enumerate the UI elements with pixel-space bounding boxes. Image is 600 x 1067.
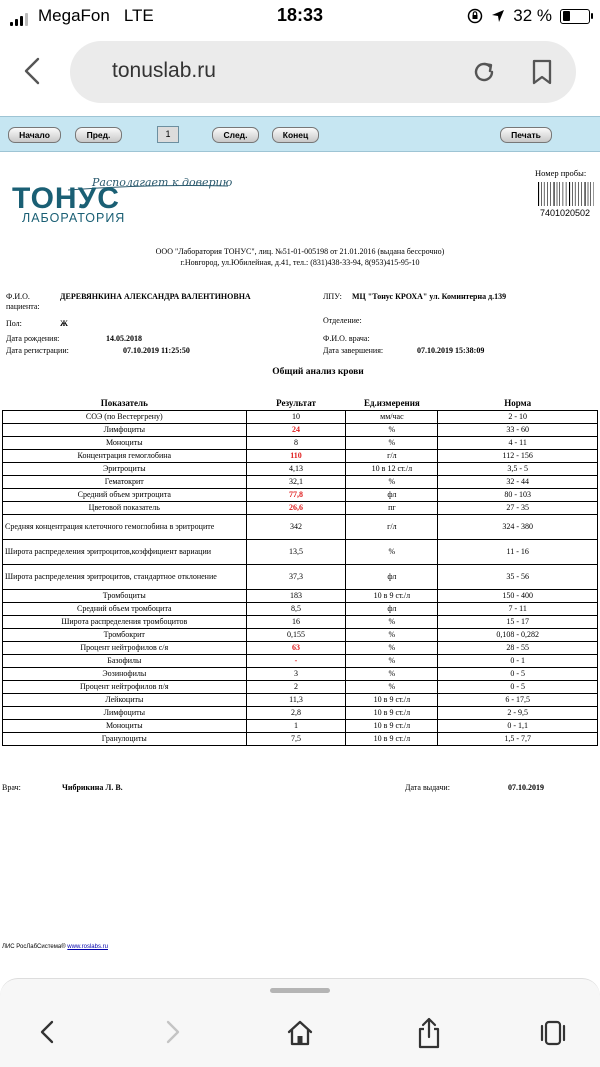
- table-row: [3, 515, 598, 540]
- indicator-cell: Концентрация гемоглобина: [3, 450, 247, 463]
- norm-cell: 4 - 11: [438, 437, 598, 450]
- indicator-cell: Лимфоциты: [3, 707, 247, 720]
- result-cell: 2,8: [246, 707, 346, 720]
- table-row: [3, 720, 598, 733]
- unit-cell: %: [346, 642, 438, 655]
- result-cell: 24: [246, 424, 346, 437]
- unit-cell: %: [346, 540, 438, 565]
- norm-cell: 32 - 44: [438, 476, 598, 489]
- indicator-cell: Широта распределения тромбоцитов: [3, 616, 247, 629]
- indicator-cell: Моноциты: [3, 437, 247, 450]
- table-row: [3, 565, 598, 590]
- lpu-value: МЦ "Тонус КРОХА" ул. Коминтерна д.139: [352, 292, 506, 301]
- table-row: [3, 424, 598, 437]
- doctor-label: Врач:: [2, 783, 21, 792]
- norm-cell: 2 - 9,5: [438, 707, 598, 720]
- page-number-input[interactable]: 1: [157, 126, 179, 143]
- battery-icon: [560, 9, 590, 24]
- header-indicator: Показатель: [3, 395, 247, 411]
- norm-cell: 28 - 55: [438, 642, 598, 655]
- table-row: [3, 411, 598, 424]
- table-row: [3, 694, 598, 707]
- roslabs-link[interactable]: www.roslabs.ru: [67, 944, 108, 950]
- norm-cell: 0 - 5: [438, 681, 598, 694]
- indicator-cell: Средний объем эритроцита: [3, 489, 247, 502]
- norm-cell: 0 - 1,1: [438, 720, 598, 733]
- header-unit: Ед.измерения: [346, 395, 438, 411]
- share-icon[interactable]: [416, 1017, 442, 1049]
- lab-address: г.Новгород, ул.Юбилейная, д.41, тел.: (831)438-33-94, 8(953)415-95-10: [0, 258, 600, 267]
- norm-cell: 150 - 400: [438, 590, 598, 603]
- result-cell: 110: [246, 450, 346, 463]
- back-chevron-icon[interactable]: [18, 56, 48, 86]
- indicator-cell: Моноциты: [3, 720, 247, 733]
- carrier-name: MegaFon: [38, 6, 110, 26]
- result-cell: 63: [246, 642, 346, 655]
- table-row: [3, 437, 598, 450]
- logo-subtitle: ЛАБОРАТОРИЯ: [22, 211, 125, 225]
- table-row: [3, 476, 598, 489]
- indicator-cell: Гранулоциты: [3, 733, 247, 746]
- result-cell: 8: [246, 437, 346, 450]
- prev-page-button[interactable]: Пред.: [75, 127, 122, 143]
- unit-cell: 10 в 9 ст./л: [346, 720, 438, 733]
- url-field[interactable]: [70, 41, 576, 103]
- browser-bottom-toolbar: [0, 978, 600, 1067]
- table-row: [3, 655, 598, 668]
- norm-cell: 27 - 35: [438, 502, 598, 515]
- drag-handle[interactable]: [270, 988, 330, 993]
- result-cell: 37,3: [246, 565, 346, 590]
- issue-date-label: Дата выдачи:: [405, 783, 450, 792]
- indicator-cell: Лимфоциты: [3, 424, 247, 437]
- network-type: LTE: [124, 6, 154, 26]
- report-toolbar: [0, 116, 600, 152]
- unit-cell: г/л: [346, 450, 438, 463]
- unit-cell: %: [346, 668, 438, 681]
- result-cell: 13,5: [246, 540, 346, 565]
- unit-cell: г/л: [346, 515, 438, 540]
- indicator-cell: СОЭ (по Вестергрену): [3, 411, 247, 424]
- unit-cell: мм/час: [346, 411, 438, 424]
- table-row: [3, 681, 598, 694]
- unit-cell: %: [346, 655, 438, 668]
- result-cell: 4,13: [246, 463, 346, 476]
- unit-cell: пг: [346, 502, 438, 515]
- result-cell: 32,1: [246, 476, 346, 489]
- reload-icon[interactable]: [470, 58, 498, 86]
- lpu-label: ЛПУ:: [323, 292, 342, 301]
- result-cell: 10: [246, 411, 346, 424]
- sex-value: Ж: [60, 319, 68, 328]
- norm-cell: 0 - 1: [438, 655, 598, 668]
- dob-label: Дата рождения:: [6, 334, 59, 343]
- indicator-cell: Гематокрит: [3, 476, 247, 489]
- norm-cell: 15 - 17: [438, 616, 598, 629]
- norm-cell: 1,5 - 7,7: [438, 733, 598, 746]
- results-table: [2, 395, 598, 746]
- table-row: [3, 642, 598, 655]
- unit-cell: 10 в 12 ст./л: [346, 463, 438, 476]
- norm-cell: 7 - 11: [438, 603, 598, 616]
- doctor-value: Чибрикина Л. В.: [62, 783, 123, 792]
- table-row: [3, 733, 598, 746]
- norm-cell: 324 - 380: [438, 515, 598, 540]
- unit-cell: фл: [346, 603, 438, 616]
- unit-cell: %: [346, 476, 438, 489]
- result-cell: 8,5: [246, 603, 346, 616]
- table-row: [3, 629, 598, 642]
- unit-cell: %: [346, 437, 438, 450]
- indicator-cell: Лейкоциты: [3, 694, 247, 707]
- result-cell: 26,6: [246, 502, 346, 515]
- completion-date: 07.10.2019 15:38:09: [417, 346, 484, 355]
- result-cell: 16: [246, 616, 346, 629]
- doctor-name-label: Ф.И.О. врача:: [323, 334, 370, 343]
- indicator-cell: Цветовой показатель: [3, 502, 247, 515]
- norm-cell: 0 - 5: [438, 668, 598, 681]
- unit-cell: %: [346, 424, 438, 437]
- unit-cell: 10 в 9 ст./л: [346, 590, 438, 603]
- unit-cell: 10 в 9 ст./л: [346, 694, 438, 707]
- analysis-title: Общий анализ крови: [0, 367, 600, 377]
- indicator-cell: Эритроциты: [3, 463, 247, 476]
- patient-name: ДЕРЕВЯНКИНА АЛЕКСАНДРА ВАЛЕНТИНОВНА: [60, 292, 251, 301]
- dob-value: 14.05.2018: [106, 334, 142, 343]
- url-text: tonuslab.ru: [112, 59, 216, 83]
- forward-icon[interactable]: [162, 1019, 184, 1045]
- table-row: [3, 616, 598, 629]
- sample-number: 7401020502: [540, 208, 590, 218]
- location-icon: [491, 9, 505, 23]
- indicator-cell: Широта распределения эритроцитов,коэффициент вариации: [3, 540, 247, 565]
- indicator-cell: Процент нейтрофилов п/я: [3, 681, 247, 694]
- table-row: [3, 590, 598, 603]
- tabs-icon[interactable]: [538, 1019, 568, 1047]
- sex-label: Пол:: [6, 319, 22, 328]
- last-page-button[interactable]: Конец: [272, 127, 319, 143]
- unit-cell: %: [346, 629, 438, 642]
- norm-cell: 35 - 56: [438, 565, 598, 590]
- print-button[interactable]: Печать: [500, 127, 552, 143]
- norm-cell: 3,5 - 5: [438, 463, 598, 476]
- unit-cell: фл: [346, 565, 438, 590]
- orientation-lock-icon: [467, 8, 483, 24]
- indicator-cell: Широта распределения эритроцитов, стандартное отклонение: [3, 565, 247, 590]
- result-cell: 0,155: [246, 629, 346, 642]
- unit-cell: 10 в 9 ст./л: [346, 733, 438, 746]
- status-bar: [0, 0, 600, 32]
- indicator-cell: Средняя концентрация клеточного гемоглобина в эритроците: [3, 515, 247, 540]
- norm-cell: 0,108 - 0,282: [438, 629, 598, 642]
- header-result: Результат: [246, 395, 346, 411]
- unit-cell: 10 в 9 ст./л: [346, 707, 438, 720]
- unit-cell: %: [346, 681, 438, 694]
- patient-name-label: Ф.И.О. пациента:: [6, 292, 52, 312]
- table-row: [3, 603, 598, 616]
- result-cell: -: [246, 655, 346, 668]
- table-row: [3, 540, 598, 565]
- next-page-button[interactable]: След.: [212, 127, 259, 143]
- registration-date-label: Дата регистрации:: [6, 346, 69, 355]
- norm-cell: 112 - 156: [438, 450, 598, 463]
- table-row: [3, 463, 598, 476]
- indicator-cell: Базофилы: [3, 655, 247, 668]
- table-header: [3, 395, 598, 411]
- indicator-cell: Эозинофилы: [3, 668, 247, 681]
- indicator-cell: Процент нейтрофилов с/я: [3, 642, 247, 655]
- bookmark-icon[interactable]: [530, 58, 554, 86]
- result-cell: 11,3: [246, 694, 346, 707]
- norm-cell: 33 - 60: [438, 424, 598, 437]
- table-row: [3, 489, 598, 502]
- battery-percent: 32 %: [513, 6, 552, 26]
- lab-license: ООО "Лаборатория ТОНУС", лиц. №51-01-005198 от 21.01.2016 (выдана бессрочно): [0, 247, 600, 256]
- first-page-button[interactable]: Начало: [8, 127, 61, 143]
- table-row: [3, 502, 598, 515]
- issue-date: 07.10.2019: [508, 783, 544, 792]
- norm-cell: 80 - 103: [438, 489, 598, 502]
- result-cell: 1: [246, 720, 346, 733]
- back-icon[interactable]: [36, 1019, 58, 1045]
- home-icon[interactable]: [286, 1019, 314, 1047]
- table-row: [3, 450, 598, 463]
- lis-credit: ЛИС РосЛабСистема® www.roslabs.ru: [2, 944, 108, 950]
- indicator-cell: Тромбоциты: [3, 590, 247, 603]
- completion-date-label: Дата завершения:: [323, 346, 383, 355]
- norm-cell: 11 - 16: [438, 540, 598, 565]
- header-norm: Норма: [438, 395, 598, 411]
- result-cell: 2: [246, 681, 346, 694]
- result-cell: 342: [246, 515, 346, 540]
- norm-cell: 2 - 10: [438, 411, 598, 424]
- browser-address-bar: [0, 32, 600, 112]
- unit-cell: фл: [346, 489, 438, 502]
- table-row: [3, 707, 598, 720]
- result-cell: 3: [246, 668, 346, 681]
- sample-number-label: Номер пробы:: [535, 168, 586, 178]
- result-cell: 77,8: [246, 489, 346, 502]
- barcode: [538, 182, 594, 206]
- norm-cell: 6 - 17,5: [438, 694, 598, 707]
- table-row: [3, 668, 598, 681]
- unit-cell: %: [346, 616, 438, 629]
- indicator-cell: Тромбокрит: [3, 629, 247, 642]
- department-label: Отделение:: [323, 316, 362, 325]
- clock: 18:33: [0, 5, 600, 26]
- result-cell: 183: [246, 590, 346, 603]
- result-cell: 7,5: [246, 733, 346, 746]
- logo-name: ТОНУС: [12, 182, 120, 216]
- logo-tagline: Располагает к доверию: [92, 176, 232, 189]
- indicator-cell: Средний объем тромбоцита: [3, 603, 247, 616]
- registration-date: 07.10.2019 11:25:50: [123, 346, 190, 355]
